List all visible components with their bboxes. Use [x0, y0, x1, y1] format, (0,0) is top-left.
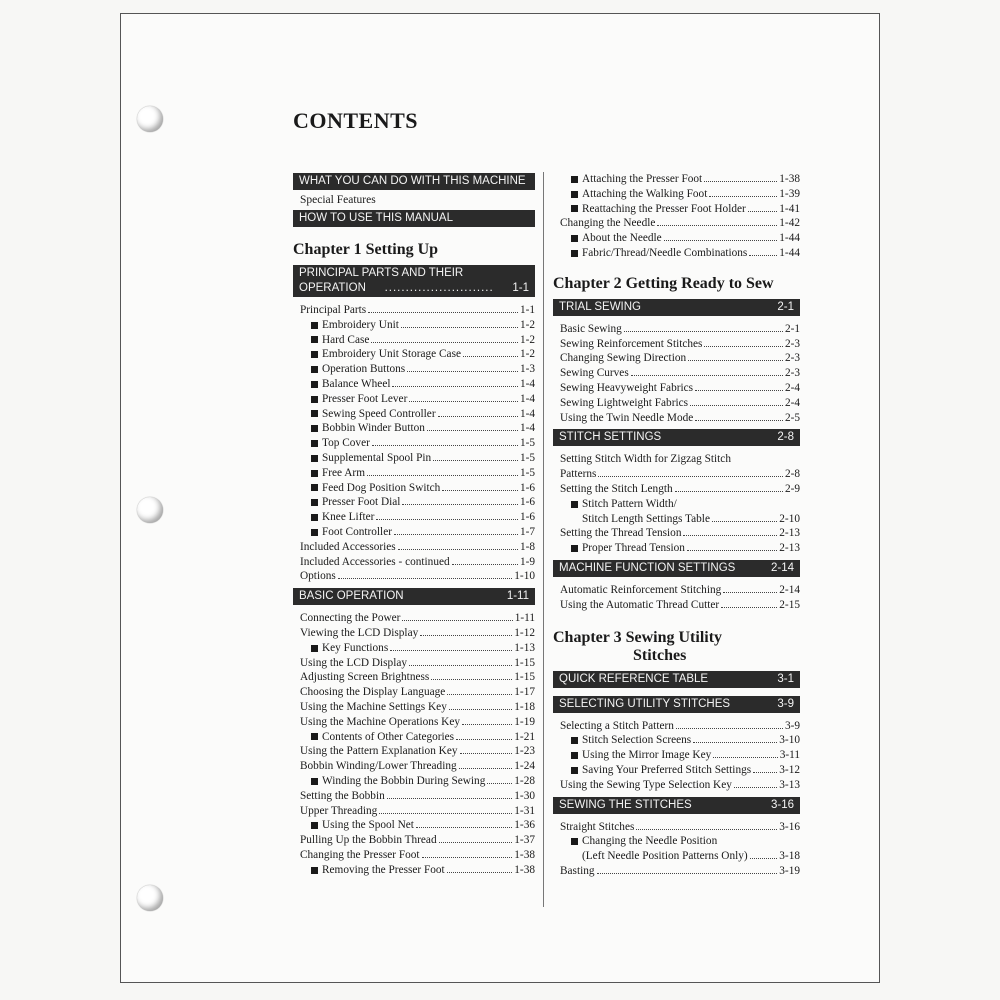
leader-dots [463, 356, 518, 357]
toc-entry-page: 2-8 [784, 468, 800, 481]
column-divider [543, 172, 544, 907]
toc-entry-label: Top Cover [322, 437, 370, 450]
toc-entry-label: Winding the Bobbin During Sewing [322, 774, 486, 787]
toc-entry[interactable] [293, 715, 535, 730]
toc-entry-page: 1-6 [519, 511, 535, 524]
leader-dots [390, 650, 512, 651]
leader-dots [460, 753, 513, 754]
toc-entry-label: Removing the Presser Foot [322, 863, 445, 876]
section-bar-quick-reference[interactable]: QUICK REFERENCE TABLE 3-1 [553, 671, 800, 688]
toc-entry[interactable] [293, 789, 535, 804]
toc-entry[interactable] [293, 804, 535, 819]
toc-entry-label: Stitch Selection Screens [582, 734, 692, 747]
leader-dots [387, 798, 513, 799]
toc-entry[interactable] [553, 719, 800, 734]
toc-entry-label: Setting the Bobbin [300, 789, 385, 802]
toc-entry-page: 2-3 [784, 337, 800, 350]
toc-entry-label: Basting [560, 864, 595, 877]
toc-entry[interactable] [293, 670, 535, 685]
toc-entry[interactable] [293, 421, 535, 436]
toc-entry[interactable] [553, 246, 800, 261]
section-bar-selecting-utility[interactable]: SELECTING UTILITY STITCHES 3-9 [553, 696, 800, 713]
leader-dots [693, 742, 777, 743]
toc-entry-label: Supplemental Spool Pin [322, 451, 432, 464]
toc-entry-page: 2-3 [784, 367, 800, 380]
toc-entry[interactable] [293, 555, 535, 570]
leader-dots [459, 768, 513, 769]
leader-dots [695, 420, 783, 421]
toc-entry[interactable]: Changing the Needle Position [553, 834, 800, 849]
toc-entry-label: Connecting the Power [300, 612, 401, 625]
toc-entry-label: Contents of Other Categories [322, 730, 455, 743]
toc-entry-page: 1-44 [779, 232, 800, 245]
toc-entry[interactable] [553, 748, 800, 763]
toc-entry[interactable] [553, 202, 800, 217]
toc-entry[interactable] [293, 656, 535, 671]
trial-sewing-list [553, 322, 800, 426]
toc-entry-label: Embroidery Unit Storage Case [322, 348, 461, 361]
toc-entry-page: 1-6 [519, 496, 535, 509]
section-bar-principal-parts[interactable]: PRINCIPAL PARTS AND THEIR OPERATION .......................... 1-1 [293, 265, 535, 297]
leader-dots [402, 620, 512, 621]
leader-dots [753, 772, 777, 773]
leader-dots [456, 739, 512, 740]
toc-entry-page: 2-1 [784, 322, 800, 335]
toc-entry[interactable] [293, 626, 535, 641]
leader-dots [675, 491, 783, 492]
toc-entry-label: Using the Machine Operations Key [300, 715, 460, 728]
toc-entry-page: 1-38 [514, 848, 535, 861]
leader-dots [394, 534, 518, 535]
toc-entry-page: 3-9 [784, 719, 800, 732]
toc-entry[interactable] [293, 466, 535, 481]
toc-entry-page: 1-37 [514, 834, 535, 847]
leader-dots [427, 430, 518, 431]
special-features-entry[interactable]: Special Features [300, 194, 376, 206]
section-bar-machine-function[interactable]: MACHINE FUNCTION SETTINGS 2-14 [553, 560, 800, 577]
toc-entry[interactable] [553, 187, 800, 202]
leader-dots [636, 829, 777, 830]
binder-hole-bottom [137, 885, 163, 911]
toc-entry-label: Sewing Reinforcement Stitches [560, 337, 703, 350]
toc-entry-page: 1-30 [514, 789, 535, 802]
toc-entry-label: Using the Automatic Thread Cutter [560, 598, 720, 611]
toc-entry[interactable] [553, 411, 800, 426]
toc-entry-label: Selecting a Stitch Pattern [560, 719, 674, 732]
toc-entry-page: 2-5 [784, 411, 800, 424]
page-title: CONTENTS [293, 108, 419, 133]
toc-entry-label: Attaching the Walking Foot [582, 187, 708, 200]
toc-entry[interactable] [293, 347, 535, 362]
toc-entry-page: 2-13 [779, 527, 800, 540]
leader-dots [688, 360, 783, 361]
toc-entry-page: 1-5 [519, 466, 535, 479]
toc-entry-page: 3-13 [779, 778, 800, 791]
toc-entry-label: Presser Foot Dial [322, 496, 401, 509]
leader-dots [401, 327, 518, 328]
toc-entry-label: Reattaching the Presser Foot Holder [582, 202, 746, 215]
toc-entry-page: 1-6 [519, 481, 535, 494]
toc-entry[interactable] [293, 848, 535, 863]
toc-entry[interactable] [293, 833, 535, 848]
toc-entry-page: 1-17 [514, 686, 535, 699]
section-bar-stitch-settings[interactable]: STITCH SETTINGS 2-8 [553, 429, 800, 446]
leader-dots [683, 535, 777, 536]
toc-entry-label: Knee Lifter [322, 511, 375, 524]
toc-entry[interactable] [293, 540, 535, 555]
toc-entry[interactable] [293, 818, 535, 833]
toc-entry[interactable] [553, 820, 800, 835]
toc-entry-label: Using the Spool Net [322, 819, 414, 832]
toc-entry-label: Adjusting Screen Brightness [300, 671, 430, 684]
toc-entry-page: 2-13 [779, 542, 800, 555]
toc-entry[interactable] [553, 849, 800, 864]
toc-entry-label: Bobbin Winder Button [322, 422, 425, 435]
toc-entry-label: About the Needle [582, 232, 662, 245]
leader-dots [657, 225, 777, 226]
toc-entry-page: 1-41 [779, 202, 800, 215]
toc-entry[interactable] [553, 482, 800, 497]
toc-entry-page: 1-8 [519, 540, 535, 553]
toc-entry[interactable] [553, 583, 800, 598]
toc-entry-page: 1-15 [514, 656, 535, 669]
toc-entry-page: 1-4 [519, 407, 535, 420]
toc-entry[interactable] [553, 512, 800, 527]
toc-entry[interactable] [293, 730, 535, 745]
toc-entry-label: Foot Controller [322, 525, 392, 538]
toc-entry-label: Basic Sewing [560, 322, 622, 335]
leader-dots [422, 857, 513, 858]
toc-entry-page: 1-28 [514, 774, 535, 787]
leader-dots [676, 728, 783, 729]
chapter-3-heading-line1: Chapter 3 Sewing Utility [553, 628, 723, 646]
toc-entry-label: Sewing Lightweight Fabrics [560, 396, 689, 409]
toc-entry-label: Using the Sewing Type Selection Key [560, 778, 732, 791]
toc-entry[interactable] [553, 396, 800, 411]
principal-parts-list [293, 303, 535, 584]
toc-entry-label: Using the Mirror Image Key [582, 749, 712, 762]
toc-entry-page: 1-18 [514, 700, 535, 713]
toc-entry-label: Patterns [560, 468, 597, 481]
sewing-stitches-list [553, 820, 800, 879]
toc-entry-page: 2-9 [784, 482, 800, 495]
toc-entry[interactable] [293, 407, 535, 422]
toc-entry-label: Changing Sewing Direction [560, 352, 687, 365]
toc-entry-label: Attaching the Presser Foot [582, 173, 703, 185]
toc-entry-page: 1-44 [779, 246, 800, 259]
toc-entry[interactable] [293, 611, 535, 626]
section-bar-trial-sewing[interactable]: TRIAL SEWING 2-1 [553, 299, 800, 316]
leader-dots [723, 592, 777, 593]
chapter-1-heading: Chapter 1 Setting Up [293, 241, 439, 258]
toc-entry-label: Changing the Needle [560, 217, 656, 230]
toc-entry-label: Operation Buttons [322, 363, 406, 376]
leader-dots [449, 709, 512, 710]
leader-dots [442, 490, 518, 491]
leader-dots [704, 346, 783, 347]
leader-dots [598, 476, 783, 477]
toc-entry-page: 1-15 [514, 671, 535, 684]
leader-dots [376, 519, 518, 520]
toc-entry[interactable] [553, 322, 800, 337]
toc-entry-label: Fabric/Thread/Needle Combinations [582, 246, 748, 259]
toc-entry-label: Presser Foot Lever [322, 392, 408, 405]
toc-entry[interactable] [553, 763, 800, 778]
chapter-2-heading: Chapter 2 Getting Ready to Sew [553, 274, 774, 292]
leader-dots [398, 549, 518, 550]
toc-entry-page: 1-23 [514, 745, 535, 758]
toc-entry-page: 1-10 [514, 570, 535, 583]
toc-entry-page: 1-11 [514, 612, 535, 625]
toc-entry[interactable] [553, 337, 800, 352]
section-bar-sewing-stitches[interactable]: SEWING THE STITCHES 3-16 [553, 797, 800, 814]
toc-entry-label: Saving Your Preferred Stitch Settings [582, 763, 752, 776]
leader-dots [713, 757, 777, 758]
leader-dots [597, 873, 778, 874]
toc-entry-page: 1-38 [779, 173, 800, 185]
toc-entry[interactable] [293, 641, 535, 656]
leader-dots [392, 386, 517, 387]
toc-entry[interactable]: Stitch Pattern Width/ [553, 497, 800, 512]
toc-entry-page: 1-12 [514, 626, 535, 639]
left-column [293, 172, 535, 881]
toc-entry-page: 2-10 [779, 512, 800, 525]
leader-dots [402, 504, 517, 505]
leader-dots [338, 578, 513, 579]
toc-entry[interactable] [553, 216, 800, 231]
toc-entry-page: 3-11 [779, 749, 800, 762]
toc-entry-label: Included Accessories [300, 540, 396, 553]
basic-operation-list [293, 611, 535, 877]
toc-entry-label: Included Accessories - continued [300, 555, 450, 568]
toc-entry-label: Stitch Length Settings Table [582, 512, 710, 525]
toc-entry-page: 1-36 [514, 819, 535, 832]
toc-entry-label: Using the Pattern Explanation Key [300, 745, 458, 758]
toc-entry[interactable] [293, 333, 535, 348]
toc-entry[interactable] [293, 569, 535, 584]
leader-dots [420, 635, 512, 636]
toc-entry-page: 1-1 [519, 304, 535, 316]
toc-entry[interactable] [553, 172, 800, 187]
toc-entry-label: Using the LCD Display [300, 656, 408, 669]
toc-entry-label: Embroidery Unit [322, 318, 399, 331]
toc-entry[interactable] [293, 774, 535, 789]
toc-entry-page: 1-2 [519, 348, 535, 361]
leader-dots [709, 196, 777, 197]
toc-entry[interactable] [293, 451, 535, 466]
toc-entry-page: 2-3 [784, 352, 800, 365]
leader-dots [372, 445, 518, 446]
leader-dots [749, 255, 777, 256]
toc-entry-label: Automatic Reinforcement Stitching [560, 583, 722, 596]
toc-entry-page: 1-13 [514, 641, 535, 654]
toc-entry-page: 1-19 [514, 715, 535, 728]
toc-entry[interactable] [553, 864, 800, 879]
toc-entry-label: Sewing Heavyweight Fabrics [560, 381, 694, 394]
toc-entry[interactable] [553, 541, 800, 556]
toc-entry-page: 1-24 [514, 760, 535, 773]
toc-entry[interactable] [293, 481, 535, 496]
toc-entry[interactable] [553, 351, 800, 366]
leader-dots [487, 783, 512, 784]
binder-hole-top [137, 106, 163, 132]
leader-dots [367, 475, 518, 476]
toc-entry-page: 1-31 [514, 804, 535, 817]
toc-entry[interactable] [553, 733, 800, 748]
leader-dots [631, 375, 783, 376]
leader-dots [409, 401, 518, 402]
leader-dots [734, 787, 777, 788]
toc-entry-label: Sewing Curves [560, 367, 629, 380]
toc-entry-page: 3-19 [779, 864, 800, 877]
toc-entry-label: Hard Case [322, 333, 370, 346]
leader-dots [439, 842, 513, 843]
toc-entry-label: Options [300, 570, 336, 583]
toc-entry[interactable] [553, 381, 800, 396]
toc-entry-page: 2-4 [784, 381, 800, 394]
section-bar-basic-operation[interactable]: BASIC OPERATION 1-11 [293, 588, 535, 605]
toc-entry-label: Using the Twin Needle Mode [560, 411, 694, 424]
toc-entry-page: 1-5 [519, 451, 535, 464]
toc-entry-label: Key Functions [322, 641, 389, 654]
leader-dots [371, 342, 518, 343]
toc-entry-label: Viewing the LCD Display [300, 626, 419, 639]
toc-entry[interactable] [293, 303, 535, 318]
toc-entry[interactable] [293, 436, 535, 451]
leader-dots [447, 872, 513, 873]
selecting-utility-list [553, 719, 800, 793]
toc-entry-page: 1-4 [519, 422, 535, 435]
toc-entry-page: 2-14 [779, 583, 800, 596]
leader-dots [409, 665, 512, 666]
toc-entry-label: Balance Wheel [322, 377, 391, 390]
stitch-settings-list [553, 452, 800, 556]
leader-dots [704, 181, 777, 182]
right-column [553, 172, 800, 883]
machine-function-list [553, 583, 800, 613]
toc-entry-label: Using the Machine Settings Key [300, 700, 447, 713]
toc-entry-page: 1-3 [519, 363, 535, 376]
toc-entry-page: 1-5 [519, 437, 535, 450]
toc-entry[interactable] [293, 759, 535, 774]
toc-entry-label: Bobbin Winding/Lower Threading [300, 760, 457, 773]
leader-dots [687, 550, 777, 551]
toc-entry[interactable] [293, 525, 535, 540]
toc-entry-page: 2-15 [779, 598, 800, 611]
toc-entry-page: 3-16 [779, 820, 800, 833]
toc-entry-label: Principal Parts [300, 304, 367, 316]
section-bar-how-to-use[interactable]: HOW TO USE THIS MANUAL [293, 210, 535, 227]
toc-entry-label: (Left Needle Position Patterns Only) [582, 850, 748, 863]
toc-entry[interactable] [293, 700, 535, 715]
leader-dots [407, 371, 518, 372]
toc-entry-label: Changing the Presser Foot [300, 848, 420, 861]
toc-entry-label: Proper Thread Tension [582, 542, 685, 555]
toc-entry-page: 1-39 [779, 187, 800, 200]
toc-entry-page: 3-10 [779, 734, 800, 747]
leader-dots [712, 521, 777, 522]
toc-entry-label: Upper Threading [300, 804, 378, 817]
toc-entry[interactable] [553, 598, 800, 613]
toc-entry-label: Pulling Up the Bobbin Thread [300, 834, 437, 847]
toc-entry-page: 1-4 [519, 392, 535, 405]
toc-entry[interactable] [293, 510, 535, 525]
binder-hole-middle [137, 497, 163, 523]
toc-entry-label: Setting the Thread Tension [560, 527, 682, 540]
toc-entry-page: 1-2 [519, 318, 535, 331]
toc-entry[interactable] [293, 362, 535, 377]
toc-entry[interactable] [553, 366, 800, 381]
toc-entry[interactable]: Setting Stitch Width for Zigzag Stitch [560, 453, 731, 466]
leader-dots [431, 679, 512, 680]
toc-entry-page: 1-2 [519, 333, 535, 346]
leader-dots [624, 331, 783, 332]
leader-dots [368, 312, 518, 313]
toc-entry-page: 1-42 [779, 217, 800, 230]
presser-foot-list [553, 172, 800, 261]
chapter-3-heading-line2: Stitches [633, 646, 687, 664]
toc-entry-label: Setting the Stitch Length [560, 482, 673, 495]
toc-entry[interactable] [293, 685, 535, 700]
toc-entry[interactable] [293, 495, 535, 510]
leader-dots [438, 416, 518, 417]
toc-entry-label: Feed Dog Position Switch [322, 481, 441, 494]
leader-dots [750, 858, 778, 859]
leader-dots [748, 211, 778, 212]
leader-dots [690, 405, 783, 406]
toc-entry-page: 1-9 [519, 555, 535, 568]
toc-entry[interactable] [553, 778, 800, 793]
toc-entry-label: Sewing Speed Controller [322, 407, 436, 420]
toc-entry-page: 1-4 [519, 377, 535, 390]
toc-entry[interactable] [553, 467, 800, 482]
toc-entry-label: Straight Stitches [560, 820, 635, 833]
leader-dots [452, 564, 518, 565]
toc-entry[interactable] [293, 863, 535, 878]
toc-entry-page: 1-7 [519, 525, 535, 538]
leader-dots [433, 460, 518, 461]
leader-dots [695, 390, 783, 391]
toc-entry-page: 3-18 [779, 850, 800, 863]
leader-dots [721, 607, 777, 608]
leader-dots [664, 240, 778, 241]
toc-entry[interactable] [293, 744, 535, 759]
leader-dots [416, 827, 512, 828]
section-bar-what-you-can-do[interactable]: WHAT YOU CAN DO WITH THIS MACHINE [293, 173, 535, 190]
toc-entry-page: 3-12 [779, 763, 800, 776]
toc-entry[interactable] [293, 318, 535, 333]
toc-entry-label: Free Arm [322, 466, 365, 479]
toc-entry[interactable] [293, 392, 535, 407]
leader-dots [379, 813, 512, 814]
toc-entry-page: 2-4 [784, 396, 800, 409]
toc-entry[interactable] [293, 377, 535, 392]
toc-entry-label: Choosing the Display Language [300, 686, 446, 699]
toc-entry[interactable] [553, 526, 800, 541]
toc-entry-page: 1-38 [514, 863, 535, 876]
toc-entry[interactable] [553, 231, 800, 246]
toc-entry-page: 1-21 [514, 730, 535, 743]
leader-dots [447, 694, 512, 695]
leader-dots [462, 724, 512, 725]
